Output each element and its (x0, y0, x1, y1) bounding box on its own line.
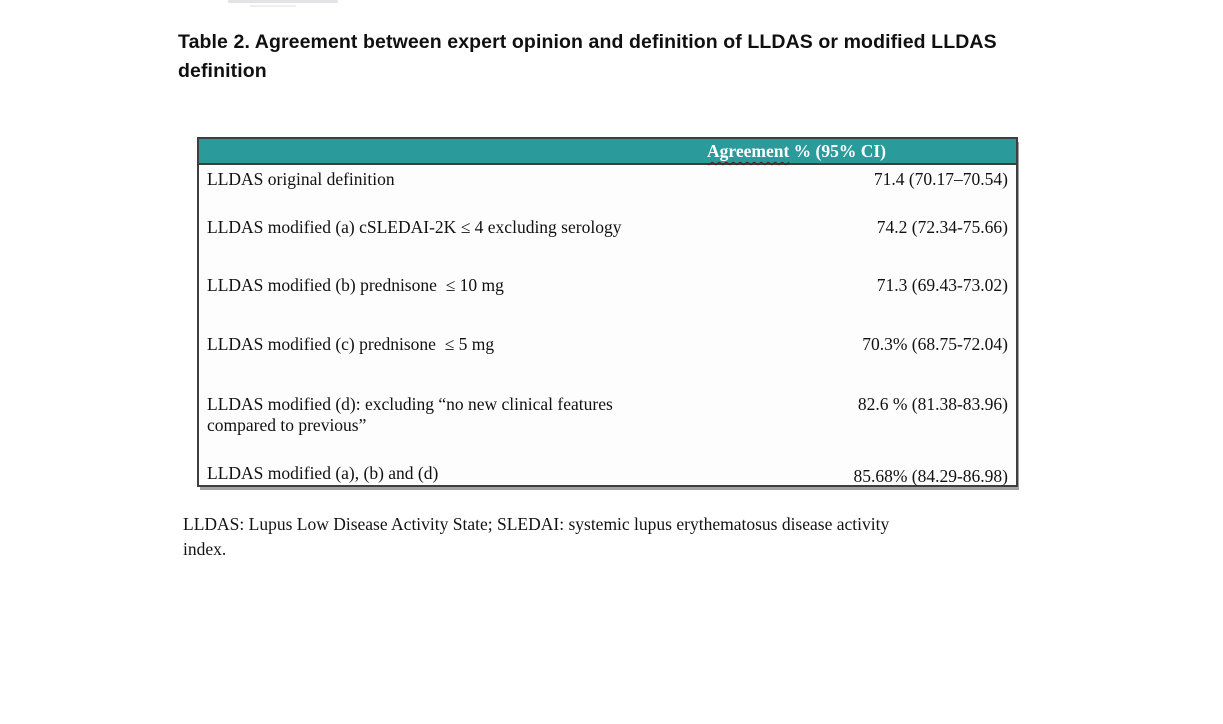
header-agreement-word: Agreement (707, 141, 790, 161)
agreement-value: 70.3% (68.75-72.04) (862, 334, 1008, 354)
footnote-line2: index. (183, 539, 227, 559)
row-label: LLDAS modified (a), (b) and (d) (207, 463, 439, 483)
table-title (178, 28, 1118, 86)
table-header-row (199, 139, 1016, 165)
row-label (207, 394, 613, 436)
cropped-text-artifact (228, 0, 338, 3)
cropped-text-artifact (250, 5, 296, 7)
table-title-line2: definition (178, 60, 267, 82)
header-ci-label: % (95% CI) (789, 141, 887, 161)
table-row (207, 169, 1008, 190)
table-row (207, 334, 1008, 355)
agreement-value: 85.68% (84.29-86.98) (853, 466, 1008, 486)
row-label: LLDAS modified (b) prednisone ≤ 10 mg (207, 275, 504, 295)
table-footnote (183, 512, 983, 562)
footnote-line1: LLDAS: Lupus Low Disease Activity State; SLEDAI: systemic lupus erythematosus disease activity (183, 514, 890, 534)
row-label: LLDAS modified (a) cSLEDAI-2K ≤ 4 excluding serology (207, 217, 622, 237)
agreement-table (197, 137, 1018, 487)
table-body (199, 169, 1016, 484)
row-label-line2: compared to previous” (207, 415, 367, 435)
table-title-line1: Table 2. Agreement between expert opinion and definition of LLDAS or modified LLDAS (178, 31, 997, 53)
table-row (207, 463, 1008, 484)
agreement-value: 71.4 (70.17–70.54) (873, 169, 1008, 189)
agreement-value: 71.3 (69.43-73.02) (876, 275, 1008, 295)
table-row (207, 275, 1008, 296)
table-row (207, 217, 1008, 238)
row-label: LLDAS modified (c) prednisone ≤ 5 mg (207, 334, 495, 354)
row-label-line1: LLDAS modified (d): excluding “no new clinical features (207, 394, 613, 414)
row-label: LLDAS original definition (207, 169, 395, 189)
agreement-value: 74.2 (72.34-75.66) (876, 217, 1008, 237)
table-row (207, 394, 1008, 436)
agreement-value: 82.6 % (81.38-83.96) (857, 394, 1008, 414)
